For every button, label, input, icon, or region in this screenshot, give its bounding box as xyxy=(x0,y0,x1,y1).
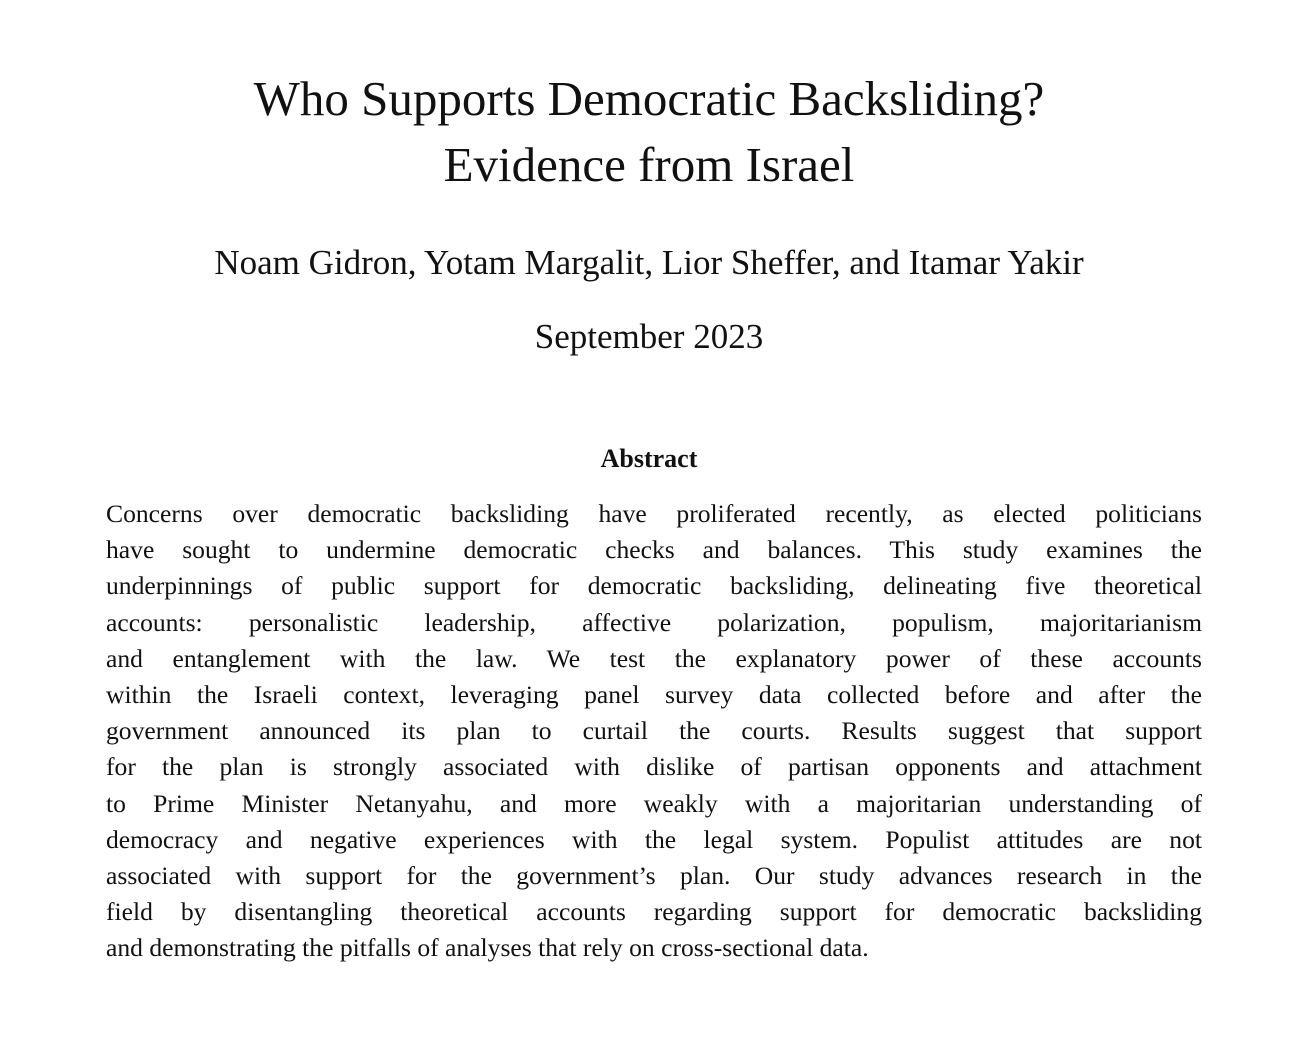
abstract-line: within the Israeli context, leveraging panel survey data collected before and after the xyxy=(106,680,1202,710)
abstract-line: government announced its plan to curtail the courts. Results suggest that support xyxy=(106,716,1202,746)
paper-title xyxy=(0,66,1298,198)
abstract-line: democracy and negative experiences with the legal system. Populist attitudes are not xyxy=(106,824,1202,854)
publication-date: September 2023 xyxy=(534,317,764,356)
author-list: Noam Gidron, Yotam Margalit, Lior Sheffer, and Itamar Yakir xyxy=(214,243,1084,282)
abstract-line: accounts: personalistic leadership, affective polarization, populism, majoritarianism xyxy=(106,607,1202,637)
abstract-line: field by disentangling theoretical accounts regarding support for democratic backsliding xyxy=(106,897,1202,927)
abstract-line: to Prime Minister Netanyahu, and more weakly with a majoritarian understanding of xyxy=(106,788,1202,818)
abstract-line: for the plan is strongly associated with dislike of partisan opponents and attachment xyxy=(106,752,1202,782)
abstract-line: associated with support for the government’s plan. Our study advances research in the xyxy=(106,861,1202,891)
abstract-line: have sought to undermine democratic checks and balances. This study examines the xyxy=(106,535,1202,565)
abstract-line: underpinnings of public support for democratic backsliding, delineating five theoretical xyxy=(106,571,1202,601)
abstract-heading: Abstract xyxy=(600,444,698,473)
paper-title-line-2: Evidence from Israel xyxy=(443,137,855,192)
abstract-line: and demonstrating the pitfalls of analyses that rely on cross-sectional data. xyxy=(106,933,869,963)
paper-title-line-1: Who Supports Democratic Backsliding? xyxy=(253,71,1045,126)
abstract-line: and entanglement with the law. We test the explanatory power of these accounts xyxy=(106,643,1202,673)
abstract-body xyxy=(106,496,1202,967)
abstract-line: Concerns over democratic backsliding have proliferated recently, as elected politicians xyxy=(106,499,1202,528)
